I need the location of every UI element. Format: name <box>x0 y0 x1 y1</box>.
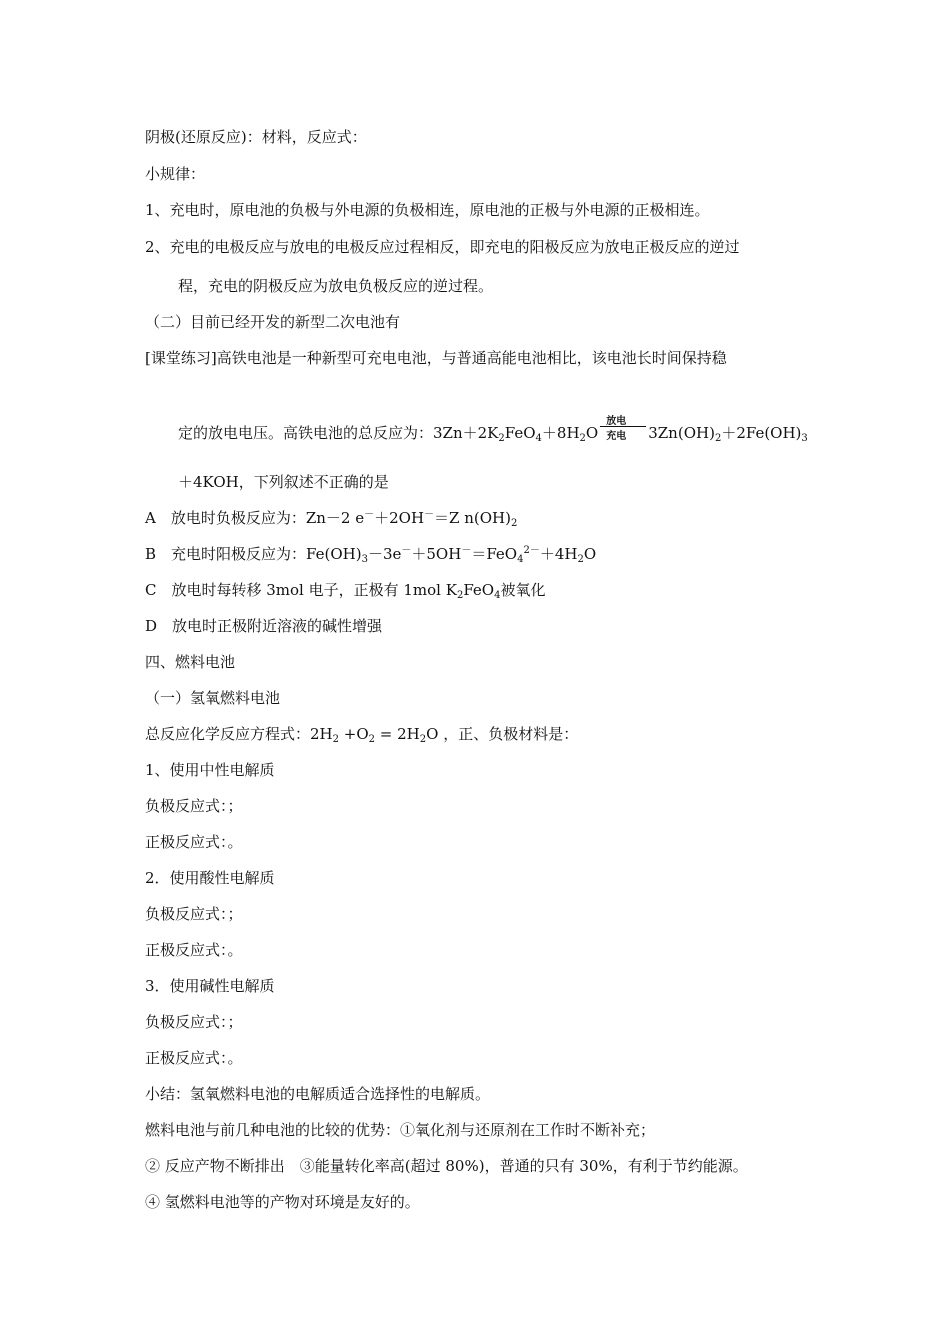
text-span: O <box>585 424 599 442</box>
option-d: D 放电时正极附近溶液的碱性增强 <box>145 617 383 635</box>
subscript: 2 <box>419 734 427 745</box>
text-span: 定的放电电压。高铁电池的总反应为：3Zn＋2K <box>178 424 499 442</box>
text-line: [课堂练习]高铁电池是一种新型可充电电池，与普通高能电池相比，该电池长时间保持稳 <box>145 349 727 367</box>
subscript: 3 <box>361 554 368 565</box>
text-span: ＝Z n(OH) <box>434 509 511 527</box>
section-heading: 四、燃料电池 <box>145 653 236 671</box>
text-line: 小结：氢氧燃料电池的电解质适合选择性的电解质。 <box>145 1085 491 1103</box>
text-span: FeO <box>463 581 495 599</box>
subscript: 2 <box>510 518 518 529</box>
subsection-heading: （一）氢氧燃料电池 <box>145 689 281 707</box>
text-line: 负极反应式：； <box>145 905 243 923</box>
text-span: = 2H <box>375 725 420 743</box>
subscript: 2 <box>579 433 586 444</box>
text-line: 1、使用中性电解质 <box>145 761 275 779</box>
text-span: O ，正、负极材料是： <box>426 725 579 743</box>
equation-line <box>178 416 808 444</box>
equation-line <box>145 724 578 744</box>
arrow-label-bottom: 充电 <box>606 431 627 442</box>
option-c <box>145 580 545 600</box>
text-line: 程，充电的阴极反应为放电负极反应的逆过程。 <box>178 277 494 295</box>
subscript: 2 <box>577 554 584 565</box>
superscript: － <box>424 509 435 520</box>
arrow-label-top: 放电 <box>606 416 627 427</box>
text-span: +O <box>339 725 369 743</box>
superscript: － <box>461 545 472 556</box>
text-line: 小规律： <box>145 165 206 183</box>
subscript: 2 <box>456 590 464 601</box>
text-span: C 放电时每转移 3mol 电子，正极有 1mol K <box>145 581 457 599</box>
superscript: 2－ <box>523 545 540 556</box>
option-a <box>145 508 517 528</box>
reversible-arrow <box>600 416 646 442</box>
text-span: B 充电时阳极反应为：Fe(OH) <box>145 545 362 563</box>
text-span: ＋8H <box>541 424 580 442</box>
text-line: 3．使用碱性电解质 <box>145 977 275 995</box>
text-span: ＋5OH <box>411 545 462 563</box>
text-line: ＋4KOH，下列叙述不正确的是 <box>178 473 389 491</box>
text-span: 3Zn(OH) <box>648 424 715 442</box>
text-line: 正极反应式：。 <box>145 833 243 851</box>
text-span: O <box>583 545 597 563</box>
text-line: 负极反应式：； <box>145 797 243 815</box>
text-line: 正极反应式：。 <box>145 1049 243 1067</box>
text-line: 2．使用酸性电解质 <box>145 869 275 887</box>
text-line: 燃料电池与前几种电池的比较的优势：①氧化剂与还原剂在工作时不断补充； <box>145 1121 656 1139</box>
text-line: ② 反应产物不断排出 ③能量转化率高(超过 80%)，普通的只有 30%，有利于节约能源。 <box>145 1157 748 1175</box>
subscript: 2 <box>368 734 376 745</box>
text-span: 被氧化 <box>500 581 546 599</box>
text-span: ＋2OH <box>374 509 425 527</box>
text-line: 负极反应式：； <box>145 1013 243 1031</box>
text-span: －3e <box>367 545 402 563</box>
option-b <box>145 544 596 564</box>
superscript: － <box>364 509 375 520</box>
text-line: ④ 氢燃料电池等的产物对环境是友好的。 <box>145 1193 420 1211</box>
text-line: 阴极(还原反应)：材料，反应式： <box>145 128 367 146</box>
subscript: 2 <box>498 433 505 444</box>
text-span: 总反应化学反应方程式：2H <box>145 725 333 743</box>
subscript: 2 <box>332 734 340 745</box>
subscript: 4 <box>517 554 524 565</box>
text-line: 正极反应式：。 <box>145 941 243 959</box>
subscript: 4 <box>494 590 501 601</box>
text-line: 1、充电时，原电池的负极与外电源的负极相连，原电池的正极与外电源的正极相连。 <box>145 201 710 219</box>
subscript: 3 <box>801 433 808 444</box>
text-line: （二）目前已经开发的新型二次电池有 <box>145 313 401 331</box>
text-span: ＋4H <box>539 545 578 563</box>
text-span: ＝FeO <box>471 545 518 563</box>
superscript: － <box>401 545 412 556</box>
text-span: A 放电时负极反应为：Zn－2 e <box>145 509 365 527</box>
text-span: ＋2Fe(OH) <box>721 424 802 442</box>
text-line: 2、充电的电极反应与放电的电极反应过程相反，即充电的阳极反应为放电正极反应的逆过 <box>145 238 740 256</box>
subscript: 2 <box>714 433 722 444</box>
subscript: 4 <box>535 433 542 444</box>
text-span: FeO <box>504 424 536 442</box>
